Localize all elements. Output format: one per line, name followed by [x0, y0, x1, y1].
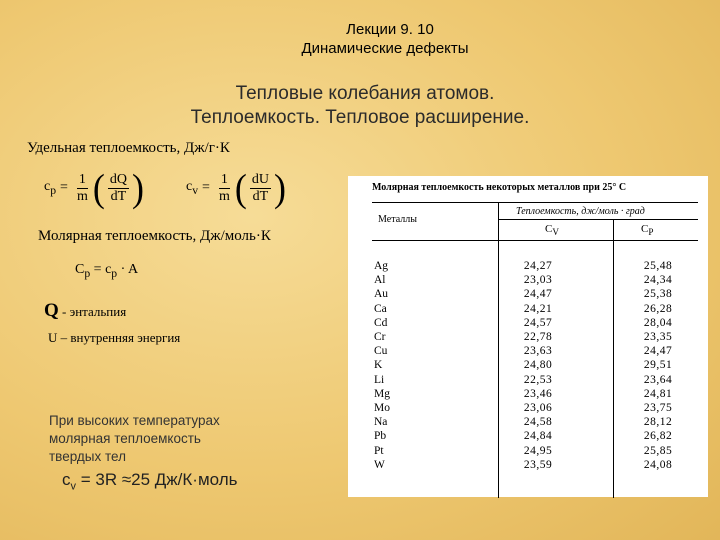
metal-cell: W: [374, 458, 385, 471]
fraction-dq-dt: $\frac{dQ}{dT}$: [109, 171, 127, 204]
cp-cell: 25,48: [643, 260, 673, 272]
metal-cell: Na: [374, 416, 388, 429]
q-symbol: Q: [44, 300, 59, 321]
cv-cell: 23,59: [523, 458, 553, 471]
formula-molar: $C_p = c_p \cdot A$: [75, 262, 139, 280]
cp-cell: 24,47: [643, 345, 673, 358]
cp-cell: 28,04: [643, 316, 673, 329]
metal-cell: Ca: [374, 302, 387, 315]
cp-cell: 25,85: [643, 444, 673, 457]
fraction-1-over-m: $\frac{1}{m}$: [76, 171, 88, 204]
title-line-1: Тепловые колебания атомов.: [235, 83, 495, 104]
metal-cell: Au: [374, 288, 389, 301]
metal-cell: K: [374, 359, 383, 372]
table-row: [348, 344, 708, 358]
metal-cell: Al: [374, 274, 386, 287]
cp-cell: 25,38: [643, 288, 673, 301]
slide-header: [0, 20, 720, 58]
cv-cell: 23,46: [523, 387, 553, 400]
fraction-du-dt: $\frac{dU}{dT}$: [251, 171, 269, 204]
molar-heat-table: [348, 176, 708, 497]
high-temperature-note: [49, 412, 220, 466]
lecture-number: Лекции 9. 10: [346, 21, 434, 38]
dulong-petit-formula: $c_v = 3R \approx 25$ Дж/К·моль: [62, 470, 238, 493]
table-row: [348, 429, 708, 443]
table-row: [348, 259, 708, 273]
cv-cell: 23,06: [523, 402, 553, 414]
metal-cell: Mg: [374, 387, 390, 400]
metal-cell: Pb: [374, 430, 387, 443]
cv-cell: 23,03: [523, 274, 553, 287]
right-paren: ): [131, 166, 144, 210]
table-row: [348, 401, 708, 415]
cv-cell: 23,63: [523, 345, 553, 358]
right-paren: ): [273, 166, 286, 210]
metal-cell: Cd: [374, 316, 388, 329]
cp-cell: 24,34: [643, 274, 673, 287]
cv-symbol: $c_v$: [186, 179, 199, 197]
q-description: - энтальпия: [62, 304, 127, 319]
cv-cell: 24,57: [523, 316, 553, 329]
table-row: [348, 458, 708, 472]
cp-cell: 29,51: [643, 359, 673, 372]
table-row: [348, 330, 708, 344]
formula-cp: [44, 166, 144, 210]
table-row: [348, 444, 708, 458]
legend-enthalpy: [44, 300, 126, 322]
header-heat-capacity: Теплоемкость, дж/моль · град: [516, 206, 645, 217]
table-row: [348, 358, 708, 372]
metal-cell: Pt: [374, 444, 384, 457]
cp-cell: 26,28: [643, 302, 673, 315]
specific-heat-label: Удельная теплоемкость, Дж/г·К: [27, 140, 230, 156]
left-paren: (: [92, 166, 105, 210]
cp-cell: 26,82: [643, 430, 673, 443]
cv-cell: 24,84: [523, 430, 553, 443]
molar-heat-label: Молярная теплоемкость, Дж/моль·К: [38, 228, 271, 244]
cv-cell: 24,58: [523, 416, 553, 429]
metal-cell: Ag: [374, 260, 389, 272]
lecture-topic: Динамические дефекты: [301, 40, 469, 57]
header-metals: Металлы: [378, 214, 417, 225]
formula-cv: [186, 166, 286, 210]
cv-cell: 24,27: [523, 260, 553, 272]
note-line-2: молярная теплоемкость: [49, 431, 201, 446]
header-cv: $C_V$: [545, 223, 559, 238]
table-row: [348, 387, 708, 401]
note-line-1: При высоких температурах: [49, 413, 220, 428]
cv-cell: 24,47: [523, 288, 553, 301]
table-row: [348, 316, 708, 330]
cv-cell: 22,78: [523, 331, 553, 343]
left-paren: (: [234, 166, 247, 210]
cv-cell: 24,95: [523, 444, 553, 457]
table-row: [348, 415, 708, 429]
cp-cell: 23,75: [643, 402, 673, 414]
title-line-2: Теплоемкость. Тепловое расширение.: [190, 107, 530, 128]
note-line-3: твердых тел: [49, 449, 126, 464]
metal-cell: Mo: [374, 402, 390, 414]
cv-cell: 24,80: [523, 359, 553, 372]
table-row: [348, 302, 708, 316]
table-group-rule: [498, 219, 698, 220]
slide-title: [0, 82, 720, 130]
metal-cell: Cu: [374, 345, 388, 358]
table-row: [348, 273, 708, 287]
table-row: [348, 373, 708, 387]
equals-sign: =: [202, 180, 210, 195]
table-caption: Молярная теплоемкость некоторых металлов при 25° С: [372, 182, 627, 193]
cp-cell: 24,81: [643, 387, 673, 400]
cp-cell: 23,64: [643, 373, 673, 386]
cp-cell: 28,12: [643, 416, 673, 429]
metal-cell: Li: [374, 373, 385, 386]
table-header-rule: [372, 240, 698, 241]
cp-cell: 24,08: [643, 458, 673, 471]
table-row: [348, 287, 708, 301]
cv-cell: 22,53: [523, 373, 553, 386]
cp-symbol: $c_p$: [44, 179, 57, 197]
equals-sign: =: [60, 180, 68, 195]
fraction-1-over-m: $\frac{1}{m}$: [218, 171, 230, 204]
table-top-rule: [372, 202, 698, 203]
legend-internal-energy: U – внутренняя энергия: [48, 330, 181, 345]
metal-cell: Cr: [374, 331, 386, 343]
cp-cell: 23,35: [643, 331, 673, 343]
header-cp: $C_P$: [641, 223, 654, 238]
cv-cell: 24,21: [523, 302, 553, 315]
